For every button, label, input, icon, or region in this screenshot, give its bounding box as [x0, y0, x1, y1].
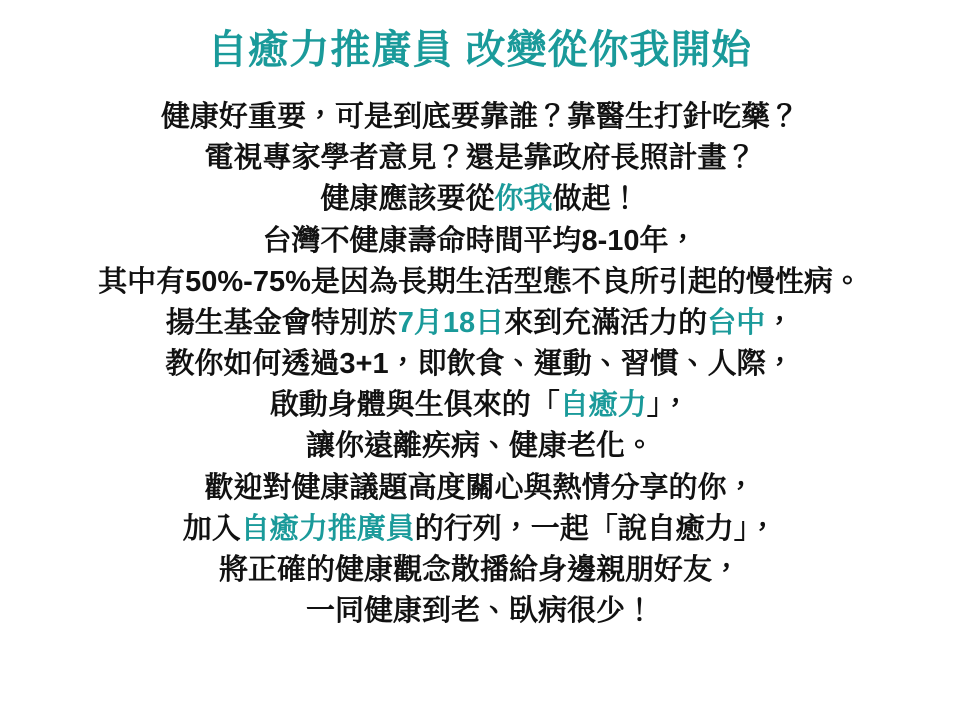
body-line: [183, 509, 778, 550]
body-line: [98, 262, 862, 303]
page-title: 自癒力推廣員 改變從你我開始: [207, 28, 753, 72]
plain-text: 健康應該要從: [320, 183, 495, 216]
highlighted-text: 7月18日: [397, 306, 505, 339]
plain-text: 」，: [646, 389, 691, 422]
body-line: [306, 591, 654, 632]
body-line: [306, 426, 654, 467]
body-line: [204, 138, 755, 179]
plain-text: 揚生基金會特別於: [165, 306, 398, 339]
plain-text: 加入: [182, 512, 241, 545]
plain-text: 的行列，一起「說自癒力」，: [414, 512, 778, 545]
plain-text: 啟動身體與生俱來的「: [269, 389, 560, 422]
body-line: [320, 179, 639, 220]
plain-text: 歡迎對健康議題高度關心與熱情分享的你，: [204, 471, 756, 504]
body-line: [204, 468, 755, 509]
plain-text: ，: [765, 306, 795, 339]
body-line: [270, 385, 691, 426]
plain-text: 將正確的健康觀念散播給身邊親朋好友，: [218, 553, 741, 586]
body-line: [166, 303, 794, 344]
highlighted-text: 自癒力推廣員: [240, 512, 415, 545]
highlighted-text: 台中: [707, 306, 766, 339]
plain-text: 教你如何透過3+1，即飲食、運動、習慣、人際，: [165, 348, 795, 381]
plain-text: 來到充滿活力的: [504, 306, 708, 339]
plain-text: 做起！: [552, 183, 640, 216]
body-line: [219, 550, 741, 591]
plain-text: 其中有50%-75%是因為長期生活型態不良所引起的慢性病。: [98, 265, 862, 298]
plain-text: 台灣不健康壽命時間平均8-10年，: [262, 224, 698, 257]
body-line: [161, 97, 799, 138]
body-line: [165, 344, 794, 385]
highlighted-text: 自癒力: [559, 389, 647, 422]
plain-text: 電視專家學者意見？還是靠政府長照計畫？: [204, 142, 756, 175]
body-line: [262, 221, 697, 262]
plain-text: 讓你遠離疾病、健康老化。: [305, 430, 654, 463]
body-text-block: [20, 97, 940, 632]
plain-text: 一同健康到老、臥病很少！: [305, 595, 654, 628]
plain-text: 健康好重要，可是到底要靠誰？靠醫生打針吃藥？: [160, 101, 799, 133]
highlighted-text: 你我: [494, 183, 553, 216]
